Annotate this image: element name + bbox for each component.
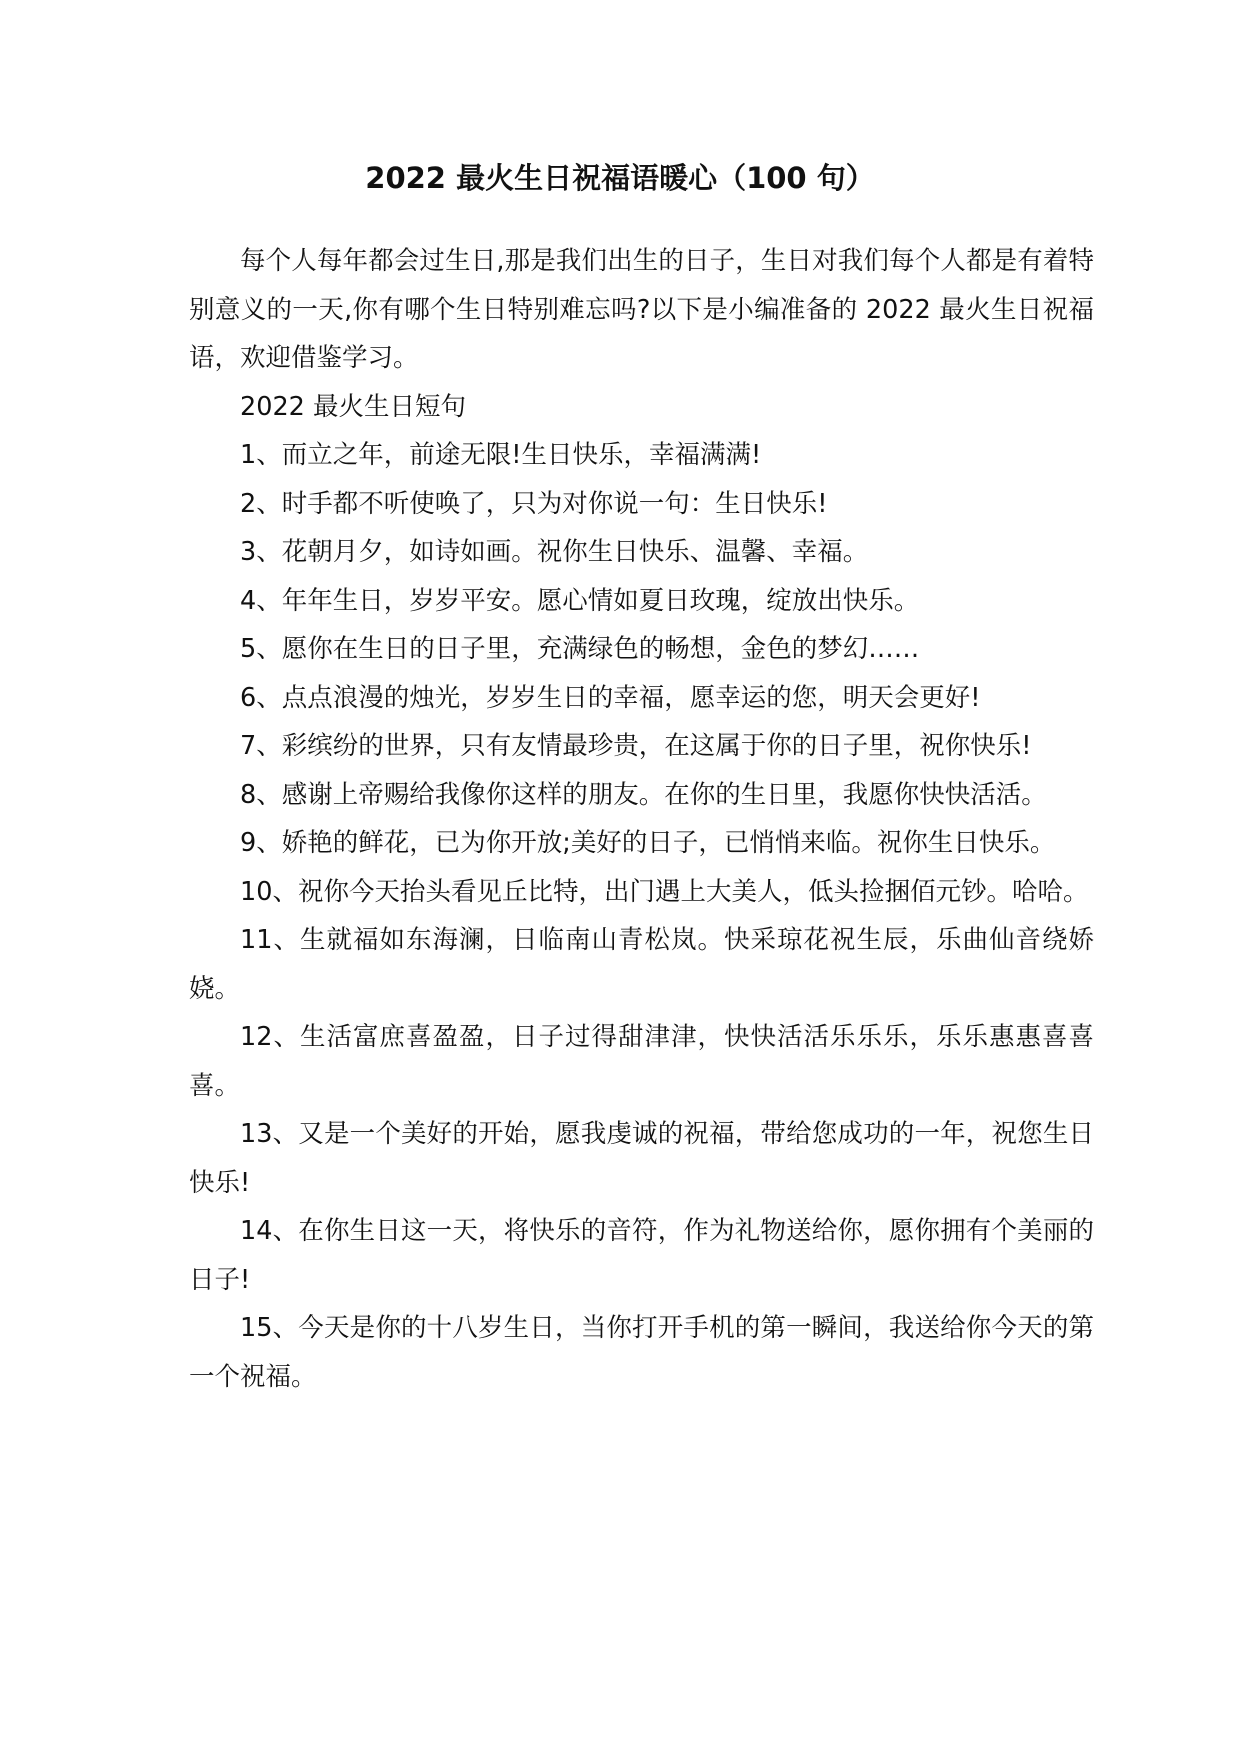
wish-item: 8、感谢上帝赐给我像你这样的朋友。在你的生日里，我愿你快快活活。 bbox=[240, 779, 1047, 810]
intro-paragraph: 每个人每年都会过生日,那是我们出生的日子，生日对我们每个人都是有着特别意义的一天,你有哪个生日特别难忘吗?以下是小编准备的 2022 最火生日祝福语，欢迎借鉴学习。 bbox=[189, 246, 1094, 373]
wish-item: 15、今天是你的十八岁生日，当你打开手机的第一瞬间，我送给你今天的第一个祝福。 bbox=[189, 1313, 1094, 1392]
wish-item: 6、点点浪漫的烛光，岁岁生日的幸福，愿幸运的您，明天会更好! bbox=[240, 682, 981, 713]
wish-item: 13、又是一个美好的开始，愿我虔诚的祝福，带给您成功的一年，祝您生日快乐! bbox=[189, 1119, 1094, 1198]
section-heading: 2022 最火生日短句 bbox=[240, 391, 467, 422]
document-title: 2022 最火生日祝福语暖心（100 句） bbox=[365, 161, 875, 195]
wish-item: 1、而立之年，前途无限!生日快乐，幸福满满! bbox=[240, 440, 762, 470]
wish-item: 3、花朝月夕，如诗如画。祝你生日快乐、温馨、幸福。 bbox=[240, 537, 869, 567]
wish-item: 9、娇艳的鲜花，已为你开放;美好的日子，已悄悄来临。祝你生日快乐。 bbox=[240, 828, 1056, 858]
document-body bbox=[189, 237, 1094, 1401]
wish-item: 4、年年生日，岁岁平安。愿心情如夏日玫瑰，绽放出快乐。 bbox=[240, 585, 920, 616]
wish-item: 2、时手都不听使唤了，只为对你说一句：生日快乐! bbox=[240, 488, 828, 519]
wish-item: 7、彩缤纷的世界，只有友情最珍贵，在这属于你的日子里，祝你快乐! bbox=[240, 731, 1032, 761]
wish-item: 12、生活富庶喜盈盈，日子过得甜津津，快快活活乐乐乐，乐乐惠惠喜喜喜。 bbox=[189, 1022, 1094, 1101]
wish-item: 11、生就福如东海澜，日临南山青松岚。快采琼花祝生辰，乐曲仙音绕娇娆。 bbox=[189, 925, 1094, 1004]
wish-item: 14、在你生日这一天，将快乐的音符，作为礼物送给你，愿你拥有个美丽的日子! bbox=[189, 1216, 1094, 1295]
wish-item: 10、祝你今天抬头看见丘比特，出门遇上大美人，低头捡捆佰元钞。哈哈。 bbox=[240, 876, 1089, 907]
wish-item: 5、愿你在生日的日子里，充满绿色的畅想，金色的梦幻…… bbox=[240, 634, 920, 664]
